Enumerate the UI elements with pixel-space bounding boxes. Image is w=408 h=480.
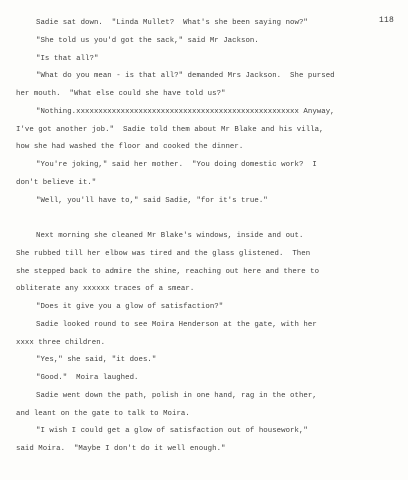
text-line: She rubbed till her elbow was tired and the glass glistened. Then — [16, 249, 311, 258]
text-line: and leant on the gate to talk to Moira. — [16, 409, 190, 418]
text-line: Next morning she cleaned Mr Blake's windows, inside and out. — [36, 232, 304, 240]
text-line: "Yes," she said, "it does." — [36, 356, 157, 365]
text-line: she stepped back to admire the shine, reaching out here and there to — [16, 267, 320, 276]
text-line: Sadie went down the path, polish in one hand, rag in the other, — [36, 391, 317, 400]
text-line: "She told us you'd got the sack," said Mr Jackson. — [36, 36, 259, 45]
text-line: don't believe it." — [16, 178, 97, 187]
text-line: "Is that all?" — [36, 54, 99, 63]
text-line: "Good." Moira laughed. — [36, 374, 139, 382]
text-line: "Well, you'll have to," said Sadie, "for it's true." — [36, 196, 268, 205]
text-line: "I wish I could get a glow of satisfaction out of housework," — [36, 427, 308, 436]
text-line: how she had washed the floor and cooked the dinner. — [16, 143, 244, 152]
text-line: Sadie looked round to see Moira Henderson at the gate, with her — [36, 320, 317, 329]
page-number: 118 — [378, 16, 394, 25]
text-line: "Does it give you a glow of satisfaction?" — [36, 303, 224, 311]
text-line: xxxx three children. — [16, 338, 106, 347]
text-line: obliterate any xxxxxx traces of a smear. — [16, 285, 195, 294]
text-line: her mouth. "What else could she have told us?" — [16, 90, 226, 98]
text-line: said Moira. "Maybe I don't do it well enough." — [16, 445, 226, 453]
text-line: "You're joking," said her mother. "You doing domestic work? I — [36, 161, 317, 169]
text-line: Sadie sat down. "Linda Mullet? What's she been saying now?" — [36, 19, 308, 27]
text-line: I've got another job." Sadie told them about Mr Blake and his villa, — [16, 125, 324, 134]
text-line: "Nothing.xxxxxxxxxxxxxxxxxxxxxxxxxxxxxxxxxxxxxxxxxxxxxxxxxx Anyway, — [36, 107, 335, 116]
text-line: "What do you mean - is that all?" demanded Mrs Jackson. She pursed — [36, 72, 335, 81]
